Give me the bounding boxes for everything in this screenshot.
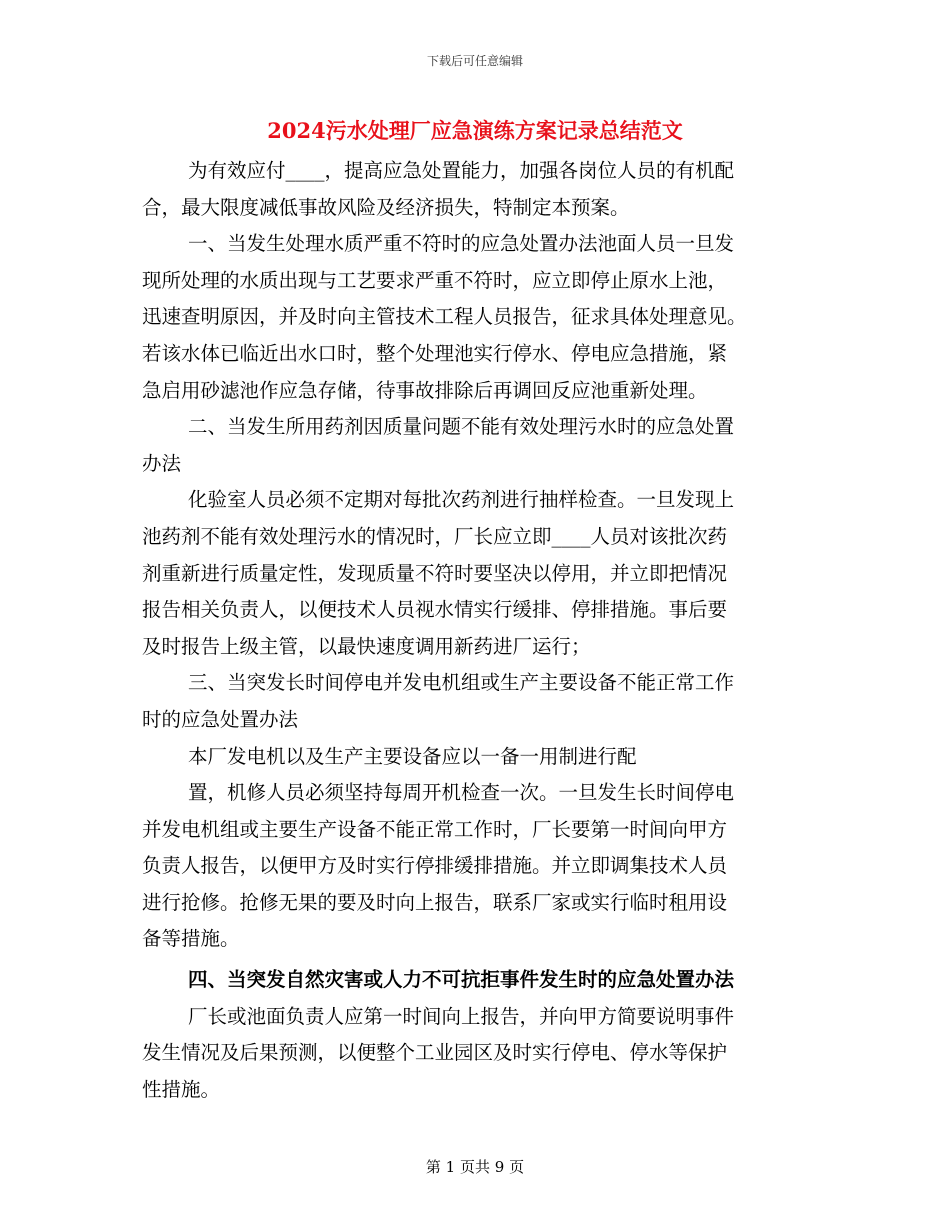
paragraph-line: 及时报告上级主管，以最快速度调用新药进厂运行； [142, 634, 591, 658]
paragraph-line: 厂长或池面负责人应第一时间向上报告，并向甲方简要说明事件 [188, 1004, 735, 1028]
paragraph-line: 为有效应付____，提高应急处置能力，加强各岗位人员的有机配 [188, 159, 735, 182]
document-title: 2024污水处理厂应急演练方案记录总结范文 [267, 118, 683, 143]
section-heading-line: 四、当突发自然灾害或人力不可抗拒事件发生时的应急处置办法 [188, 968, 735, 992]
document-body [142, 153, 808, 1108]
page-footer: 第 1 页共 9 页 [425, 1158, 525, 1176]
paragraph-line: 化验室人员必须不定期对每批次药剂进行抽样检查。一旦发现上 [188, 488, 735, 512]
paragraph-line: 迅速查明原因，并及时向主管技术工程人员报告，征求具体处理意见。 [142, 305, 747, 329]
section-heading-line: 二、当发生所用药剂因质量问题不能有效处理污水时的应急处置 [188, 415, 735, 439]
paragraph-line: 池药剂不能有效处理污水的情况时，厂长应立即____人员对该批次药 [142, 524, 728, 548]
paragraph-line: 若该水体已临近出水口时，整个处理池实行停水、停电应急措施，紧 [142, 341, 728, 365]
paragraph-line: 负责人报告，以便甲方及时实行停排缓排措施。并立即调集技术人员 [142, 854, 728, 878]
paragraph-line: 备等措施。 [142, 927, 240, 951]
section-heading-line: 三、当突发长时间停电并发电机组或生产主要设备不能正常工作 [188, 671, 735, 695]
section-heading-line: 办法 [142, 451, 182, 475]
paragraph-line: 置，机修人员必须坚持每周开机检查一次。一旦发生长时间停电 [188, 781, 735, 805]
paragraph-line: 并发电机组或主要生产设备不能正常工作时，厂长要第一时间向甲方 [142, 817, 728, 841]
paragraph-line: 现所处理的水质出现与工艺要求严重不符时，应立即停止原水上池， [142, 268, 728, 292]
section-heading-line: 时的应急处置办法 [142, 707, 299, 731]
paragraph-line: 合，最大限度减低事故风险及经济损失，特制定本预案。 [142, 195, 630, 219]
paragraph-line: 剂重新进行质量定性，发现质量不符时要坚决以停用，并立即把情况 [142, 561, 728, 585]
paragraph-line: 报告相关负责人，以便技术人员视水情实行缓排、停排措施。事后要 [142, 598, 728, 622]
page-header: 下载后可任意编辑 [426, 54, 523, 68]
paragraph-line: 本厂发电机以及生产主要设备应以一备一用制进行配 [188, 744, 637, 768]
paragraph-line: 发生情况及后果预测，以便整个工业园区及时实行停电、停水等保护 [142, 1041, 728, 1065]
paragraph-line: 急启用砂滤池作应急存储，待事故排除后再调回反应池重新处理。 [142, 378, 708, 402]
paragraph-line: 进行抢修。抢修无果的要及时向上报告，联系厂家或实行临时租用设 [142, 890, 728, 914]
section-heading-line: 一、当发生处理水质严重不符时的应急处置办法池面人员一旦发 [188, 232, 735, 256]
paragraph-line: 性措施。 [142, 1077, 221, 1101]
